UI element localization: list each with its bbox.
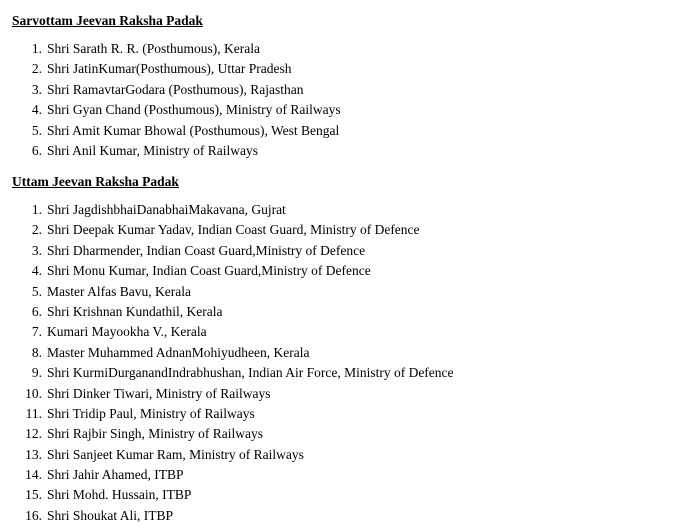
item-text: Shri Sarath R. R. (Posthumous), Kerala bbox=[47, 41, 260, 56]
item-number: 15. bbox=[25, 487, 42, 503]
item-text: Shri Deepak Kumar Yadav, Indian Coast Guard, Ministry of Defence bbox=[47, 222, 420, 238]
item-number: 12. bbox=[25, 426, 42, 442]
item-text: Shri RamavtarGodara (Posthumous), Rajasthan bbox=[47, 81, 304, 97]
item-number: 5. bbox=[31, 283, 42, 299]
item-text: Shri Jahir Ahamed, ITBP bbox=[47, 467, 184, 483]
item-text: Shri Krishnan Kundathil, Kerala bbox=[47, 303, 223, 319]
item-number: 2. bbox=[31, 222, 42, 238]
item-text: Shri Anil Kumar, Ministry of Railways bbox=[47, 142, 258, 158]
item-number: 3. bbox=[31, 81, 42, 97]
item-text: Master Muhammed AdnanMohiyudheen, Kerala bbox=[47, 344, 310, 360]
item-text: Kumari Mayookha V., Kerala bbox=[47, 324, 207, 340]
item-number: 4. bbox=[31, 102, 42, 118]
item-text: Shri Dinker Tiwari, Ministry of Railways bbox=[47, 385, 271, 401]
item-text: Shri Tridip Paul, Ministry of Railways bbox=[47, 405, 255, 421]
item-number: 14. bbox=[25, 467, 42, 483]
item-text: Shri JatinKumar(Posthumous), Uttar Pradesh bbox=[47, 61, 292, 77]
item-number: 6. bbox=[31, 142, 42, 158]
item-number: 8. bbox=[31, 344, 42, 360]
item-number: 10. bbox=[25, 385, 42, 401]
item-number: 9. bbox=[31, 365, 42, 381]
item-text: Master Alfas Bavu, Kerala bbox=[47, 283, 191, 299]
item-text: Shri Rajbir Singh, Ministry of Railways bbox=[47, 426, 263, 442]
item-text: Shri Shoukat Ali, ITBP bbox=[47, 507, 174, 523]
item-text: Shri Mohd. Hussain, ITBP bbox=[47, 487, 192, 503]
item-number: 3. bbox=[31, 242, 42, 258]
item-text: Shri JagdishbhaiDanabhaiMakavana, Gujrat bbox=[47, 202, 286, 217]
item-text: Shri Monu Kumar, Indian Coast Guard,Ministry of Defence bbox=[47, 263, 371, 279]
item-number: 1. bbox=[31, 41, 42, 56]
item-number: 6. bbox=[31, 303, 42, 319]
section-heading-sarvottam: Sarvottam Jeevan Raksha Padak bbox=[12, 13, 203, 28]
item-number: 5. bbox=[31, 122, 42, 138]
item-number: 11. bbox=[25, 405, 42, 421]
section-heading-uttam: Uttam Jeevan Raksha Padak bbox=[12, 174, 179, 189]
item-number: 1. bbox=[31, 202, 42, 217]
item-text: Shri Gyan Chand (Posthumous), Ministry of Railways bbox=[47, 102, 341, 118]
item-text: Shri Sanjeet Kumar Ram, Ministry of Railways bbox=[47, 446, 304, 462]
item-number: 16. bbox=[25, 507, 42, 523]
item-text: Shri Amit Kumar Bhowal (Posthumous), West Bengal bbox=[47, 122, 340, 138]
item-number: 4. bbox=[31, 263, 42, 279]
item-number: 7. bbox=[31, 324, 42, 340]
item-text: Shri KurmiDurganandIndrabhushan, Indian Air Force, Ministry of Defence bbox=[47, 365, 454, 381]
item-number: 2. bbox=[31, 61, 42, 77]
item-number: 13. bbox=[25, 446, 42, 462]
item-text: Shri Dharmender, Indian Coast Guard,Ministry of Defence bbox=[47, 242, 366, 258]
